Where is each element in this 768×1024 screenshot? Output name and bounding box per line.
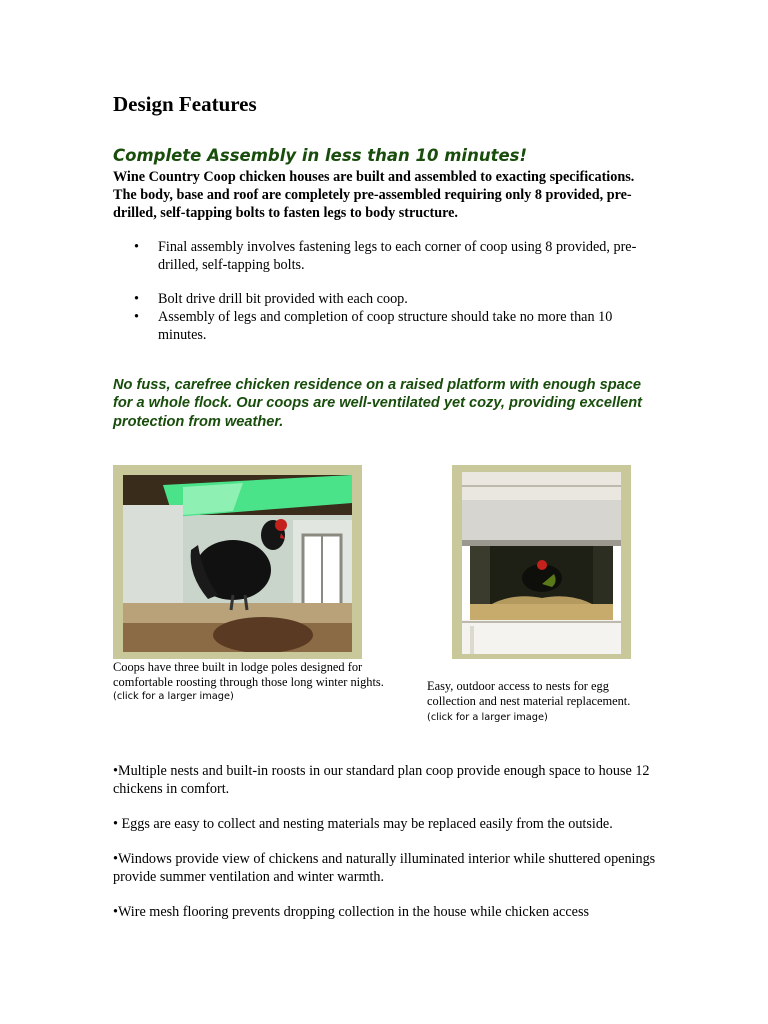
caption-text: Easy, outdoor access to nests for egg collection and nest material replacement. [427, 679, 631, 708]
assembly-subheading: Complete Assembly in less than 10 minutes! [113, 146, 527, 165]
enlarge-link[interactable]: (click for a larger image) [427, 712, 548, 723]
nest-photo-caption [427, 679, 657, 724]
enlarge-link[interactable]: (click for a larger image) [113, 691, 234, 702]
feature-item: • Eggs are easy to collect and nesting materials may be replaced easily from the outside. [113, 816, 613, 832]
tagline-paragraph: No fuss, carefree chicken residence on a raised platform with enough space for a whole flock. Our coops are well-ventilated yet cozy, providing excellent protection from weather. [113, 377, 643, 430]
caption-text: Coops have three built in lodge poles designed for comfortable roosting through those long winter nights. [113, 660, 384, 689]
page-title: Design Features [113, 92, 257, 116]
nest-photo [462, 472, 621, 654]
feature-item: •Windows provide view of chickens and naturally illuminated interior while shuttered openings provide summer ventilation and winter warmth. [113, 851, 656, 885]
roost-photo-link[interactable] [113, 465, 362, 659]
assembly-bullet-list [113, 238, 658, 344]
roost-photo-caption [113, 660, 403, 703]
list-item: • Final assembly involves fastening legs to each corner of coop using 8 provided, pre-drilled, self-tapping bolts. [113, 238, 658, 274]
intro-paragraph: Wine Country Coop chicken houses are built and assembled to exacting specifications. The body, base and roof are completely pre-assembled requiring only 8 provided, pre-drilled, self-tapping bolts to fasten legs to body structure. [113, 169, 635, 221]
list-item: • Assembly of legs and completion of coop structure should take no more than 10 minutes. [113, 308, 658, 344]
feature-item: •Multiple nests and built-in roosts in our standard plan coop provide enough space to house 12 chickens in comfort. [113, 763, 650, 797]
nest-photo-link[interactable] [452, 465, 631, 659]
list-item: • Bolt drive drill bit provided with each coop. [113, 290, 658, 308]
feature-item: •Wire mesh flooring prevents dropping collection in the house while chicken access [113, 904, 589, 920]
feature-list [113, 762, 658, 938]
roost-photo [123, 475, 352, 652]
